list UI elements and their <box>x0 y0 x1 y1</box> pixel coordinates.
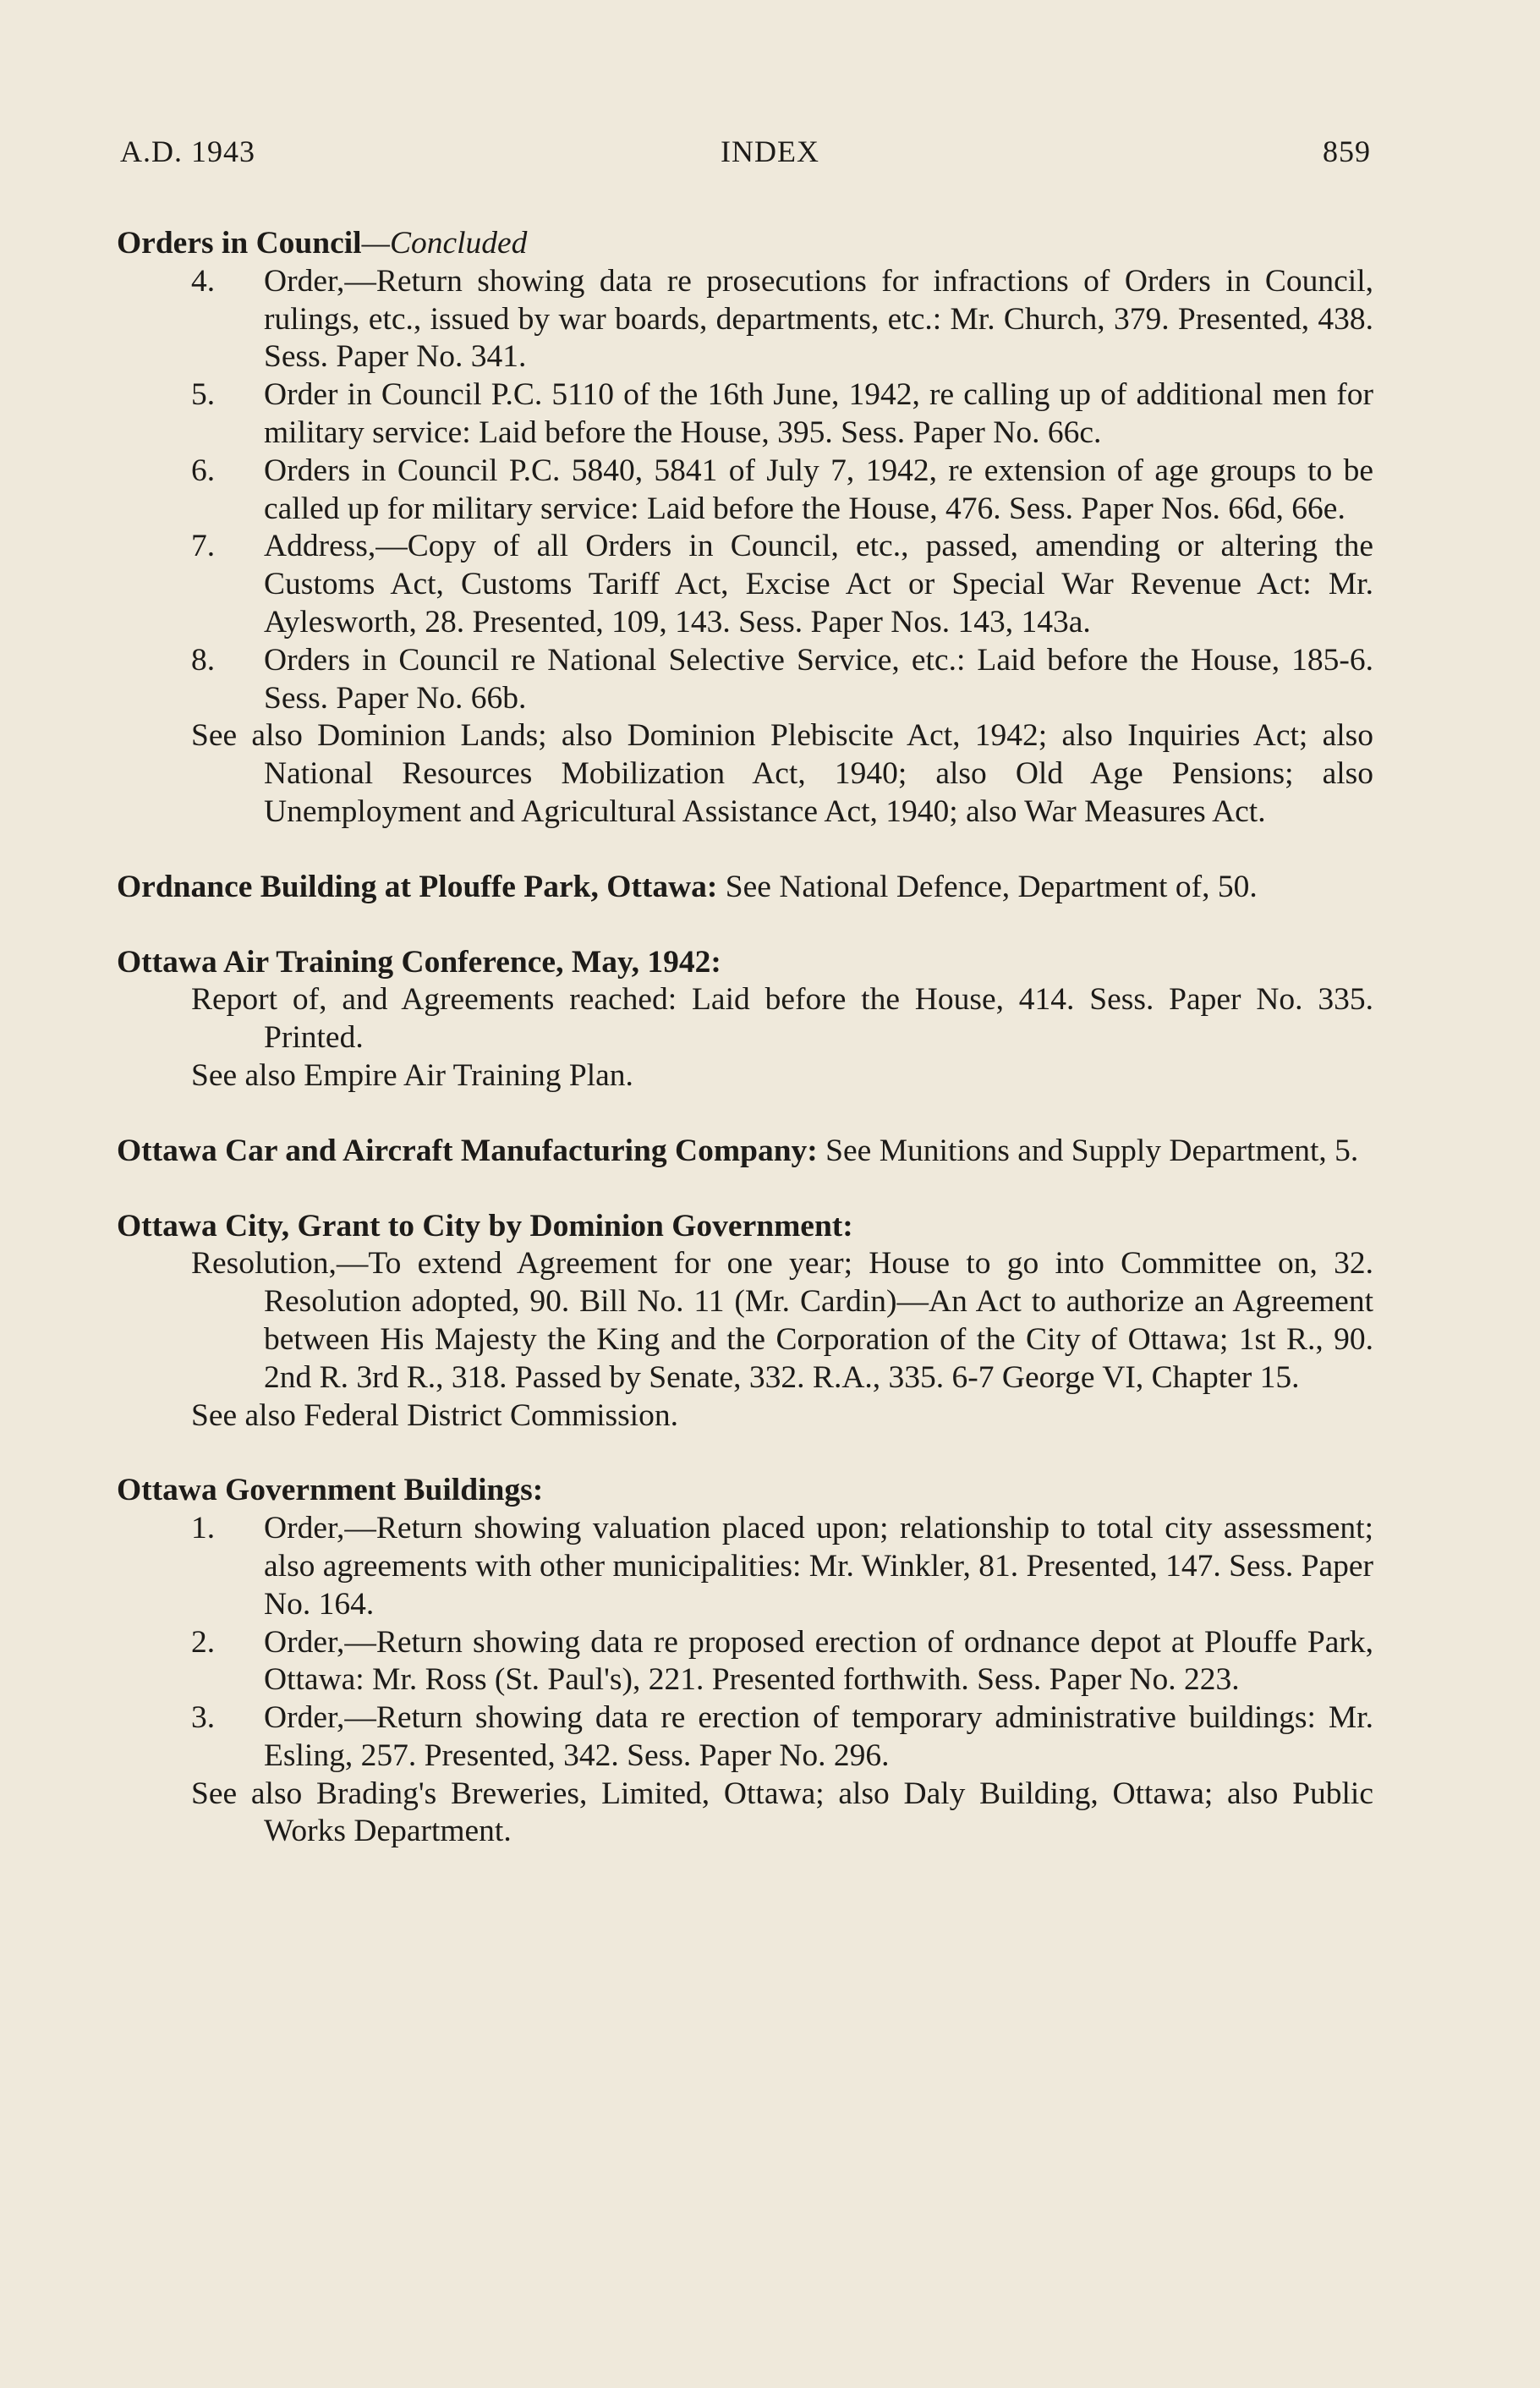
item-text: Orders in Council re National Selective Service, etc.: Laid before the House, 185-6. Sess. Paper No. 66b. <box>264 642 1373 716</box>
item-number: 6. <box>191 453 216 488</box>
entry-heading: Ottawa Government Buildings: <box>117 1473 544 1508</box>
index-content <box>117 225 1373 1888</box>
entry-heading <box>117 1133 1373 1171</box>
entry-heading-suffix: See Munitions and Supply Department, 5. <box>817 1133 1359 1168</box>
entry-line <box>117 981 1373 1057</box>
item-number: 3. <box>191 1700 216 1736</box>
index-entry <box>117 1208 1373 1436</box>
header-title: INDEX <box>721 134 819 168</box>
entry-item <box>117 528 1373 641</box>
entry-item <box>117 1624 1373 1700</box>
item-number: 7. <box>191 529 216 564</box>
item-text: Order in Council P.C. 5110 of the 16th June, 1942, re calling up of additional men for military service: Laid before the House, 395. Sess. Paper No. 66c. <box>264 377 1373 450</box>
entry-line-text: Resolution,—To extend Agreement for one year; House to go into Committee on, 32. Resolution adopted, 90. Bill No. 11 (Mr. Cardin)—An Act to authorize an Agreement between His Majesty the King and the Corporation of the City of Ottawa; 1st R., 90. 2nd R. 3rd R., 318. Passed by Senate, 332. R.A., 335. 6-7 George VI, Chapter 15. <box>191 1246 1373 1395</box>
entry-item <box>117 1510 1373 1623</box>
entry-item <box>117 376 1373 453</box>
entry-heading-suffix: See National Defence, Department of, 50. <box>717 869 1258 904</box>
item-number: 2. <box>191 1624 216 1660</box>
entry-heading-suffix: —Concluded <box>361 226 528 261</box>
entry-heading <box>117 869 1373 907</box>
item-text: Orders in Council P.C. 5840, 5841 of July 7, 1942, re extension of age groups to be called up for military service: Laid before the House, 476. Sess. Paper Nos. 66d, 66e. <box>264 453 1373 526</box>
index-entry <box>117 944 1373 1095</box>
page-number: 859 <box>1323 134 1371 168</box>
see-also-text: See also Dominion Lands; also Dominion Plebiscite Act, 1942; also Inquiries Act; also National Resources Mobilization Act, 1940; also Old Age Pensions; also Unemployment and Agricultural Assistance Act, 1940; also War Measures Act. <box>191 718 1373 829</box>
see-also <box>117 717 1373 831</box>
entry-heading <box>117 225 1373 263</box>
item-number: 8. <box>191 642 216 678</box>
entry-item <box>117 263 1373 376</box>
entry-line-text: Report of, and Agreements reached: Laid before the House, 414. Sess. Paper No. 335. Printed. <box>191 982 1373 1056</box>
item-text: Order,—Return showing data re prosecutions for infractions of Orders in Council, rulings, etc., issued by war boards, departments, etc.: Mr. Church, 379. Presented, 438. Sess. Paper No. 341. <box>264 263 1373 375</box>
index-entry <box>117 225 1373 832</box>
index-entry <box>117 1133 1373 1171</box>
see-also <box>117 1397 1373 1436</box>
see-also-text: See also Empire Air Training Plan. <box>191 1057 633 1093</box>
header-year: A.D. 1943 <box>120 134 255 168</box>
item-text: Order,—Return showing valuation placed upon; relationship to total city assessment; also agreements with other municipalities: Mr. Winkler, 81. Presented, 147. Sess. Paper No. 164. <box>264 1511 1373 1622</box>
index-entry <box>117 1472 1373 1851</box>
entry-item <box>117 453 1373 529</box>
entry-heading: Ottawa Air Training Conference, May, 1942: <box>117 944 721 980</box>
entry-heading-text: Ottawa Car and Aircraft Manufacturing Company: <box>117 1133 818 1168</box>
item-text: Order,—Return showing data re proposed erection of ordnance depot at Plouffe Park, Ottawa: Mr. Ross (St. Paul's), 221. Presented forthwith. Sess. Paper No. 223. <box>264 1624 1373 1698</box>
see-also <box>117 1057 1373 1095</box>
entry-heading-text: Ordnance Building at Plouffe Park, Ottawa: <box>117 869 718 904</box>
entry-item <box>117 642 1373 718</box>
entry-heading-text: Orders in Council <box>117 226 362 261</box>
entry-item <box>117 1699 1373 1776</box>
entry-line <box>117 1245 1373 1397</box>
item-text: Order,—Return showing data re erection of temporary administrative buildings: Mr. Esling, 257. Presented, 342. Sess. Paper No. 296. <box>264 1700 1373 1773</box>
see-also <box>117 1776 1373 1852</box>
index-entry <box>117 869 1373 907</box>
see-also-text: See also Brading's Breweries, Limited, Ottawa; also Daly Building, Ottawa; also Public Works Department. <box>191 1776 1373 1849</box>
item-number: 1. <box>191 1511 216 1546</box>
item-number: 4. <box>191 263 216 299</box>
item-number: 5. <box>191 377 216 413</box>
item-text: Address,—Copy of all Orders in Council, etc., passed, amending or altering the Customs Act, Customs Tariff Act, Excise Act or Special War Revenue Act: Mr. Aylesworth, 28. Presented, 109, 143. Sess. Paper Nos. 143, 143a. <box>264 529 1373 640</box>
entry-heading: Ottawa City, Grant to City by Dominion Government: <box>117 1208 853 1243</box>
see-also-text: See also Federal District Commission. <box>191 1397 678 1433</box>
